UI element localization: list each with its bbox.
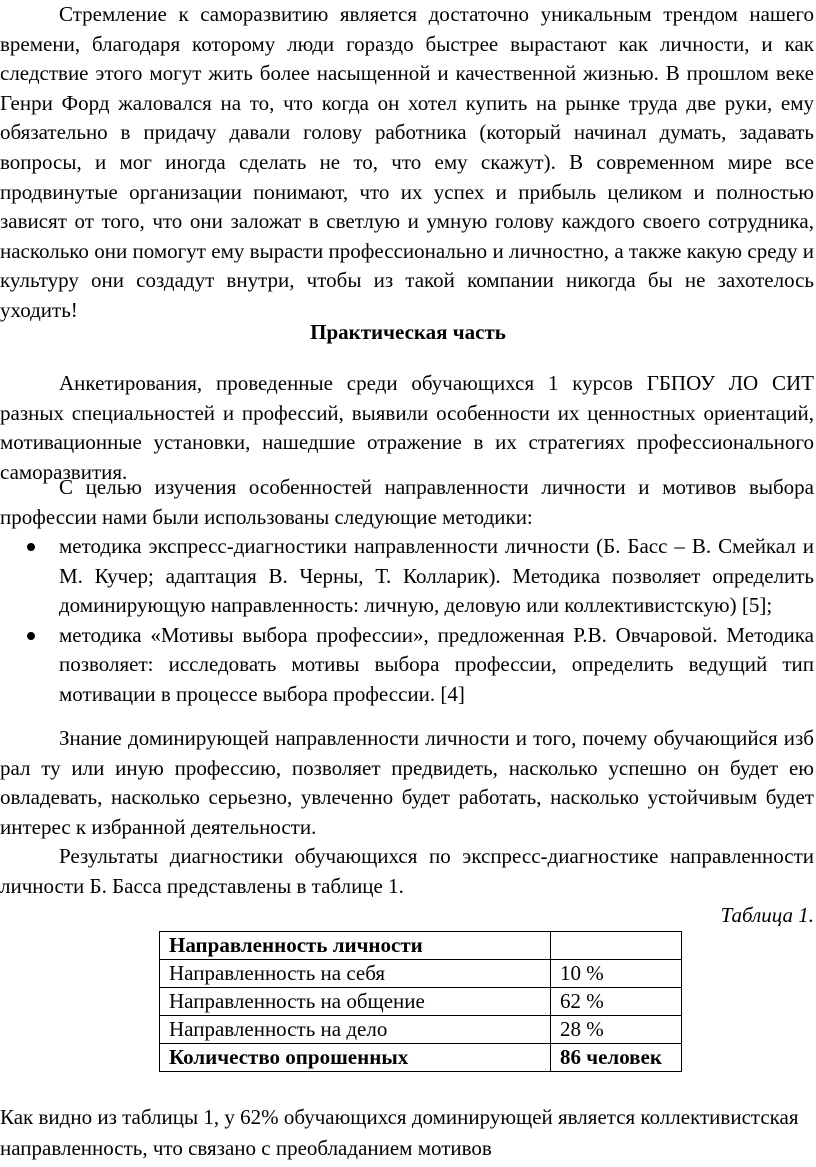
- knowledge-paragraph: Знание доминирующей направленности личности и того, почему обучающийся изб рал ту или иную профессию, позволяет предвидеть, насколько успешно он будет ею овладевать, насколько серьезно, увлеченно будет работать, насколько устойчивым будет интерес к избранной деятельности.: [0, 726, 814, 839]
- list-item-text: методика «Мотивы выбора профессии», предложенная Р.В. Овчаровой. Методика позволяет: исследовать мотивы выбора профессии, определить ведущий тип мотивации в процессе выбора профессии. [4]: [59, 622, 814, 706]
- table-cell: Направленность на общение: [160, 988, 551, 1016]
- table-row: [160, 988, 682, 1016]
- table-cell: Направленность на себя: [160, 960, 551, 988]
- bullet-icon: [27, 632, 35, 640]
- conclusion-paragraph: Как видно из таблицы 1, у 62% обучающихся доминирующей является коллективистская направленность, что связано с преобладанием мотивов: [0, 1105, 799, 1160]
- table-cell: 10 %: [551, 960, 682, 988]
- table-cell: 62 %: [551, 988, 682, 1016]
- table-cell: 86 человек: [551, 1044, 682, 1072]
- table-caption: Таблица 1.: [720, 903, 814, 927]
- list-item-text: методика экспресс-диагностики направленности личности (Б. Басс – В. Смейкал и М. Кучер; адаптация В. Черны, Т. Колларик). Методика позволяет определить доминирующую направленность: личную, деловую или коллективистскую) [5];: [59, 534, 814, 618]
- section-heading: Практическая часть: [310, 320, 506, 344]
- table-header-cell: [551, 932, 682, 960]
- survey-paragraph: Анкетирования, проведенные среди обучающихся 1 курсов ГБПОУ ЛО СИТ разных специальностей и профессий, выявили особенности их ценностных ориентаций, мотивационные установки, нашедшие отражение в их стратегиях профессионального саморазвития.: [0, 371, 814, 484]
- list-item: [0, 621, 814, 710]
- table-row: [160, 1016, 682, 1044]
- list-item: [0, 532, 814, 621]
- bullet-icon: [27, 543, 35, 551]
- table-total-row: [160, 1044, 682, 1072]
- table-row: [160, 960, 682, 988]
- results-paragraph: Результаты диагностики обучающихся по экспресс-диагностике направленности личности Б. Басса представлены в таблице 1.: [0, 844, 814, 898]
- methods-intro-paragraph: С целью изучения особенностей направленности личности и мотивов выбора профессии нами были использованы следующие методики:: [0, 475, 814, 529]
- table-cell: Количество опрошенных: [160, 1044, 551, 1072]
- table-cell: 28 %: [551, 1016, 682, 1044]
- results-table: [159, 931, 682, 1072]
- table-header-cell: Направленность личности: [160, 932, 551, 960]
- intro-paragraph: Стремление к саморазвитию является достаточно уникальным трендом нашего времени, благодаря которому люди гораздо быстрее вырастают как личности, и как следствие этого могут жить более насыщенной и качественной жизнью. В прошлом веке Генри Форд жаловался на то, что когда он хотел купить на рынке труда две руки, ему обязательно в придачу давали голову работника (который начинал думать, задавать вопросы, и мог иногда сделать не то, что ему скажут). В современном мире все продвинутые организации понимают, что их успех и прибыль целиком и полностью зависят от того, что они заложат в светлую и умную голову каждого своего сотрудника, насколько они помогут ему вырасти профессионально и личностно, а также какую среду и культуру они создадут внутри, чтобы из такой компании никогда бы не захотелось уходить!: [0, 2, 814, 322]
- methods-list: [0, 532, 814, 710]
- table-cell: Направленность на дело: [160, 1016, 551, 1044]
- table-header-row: [160, 932, 682, 960]
